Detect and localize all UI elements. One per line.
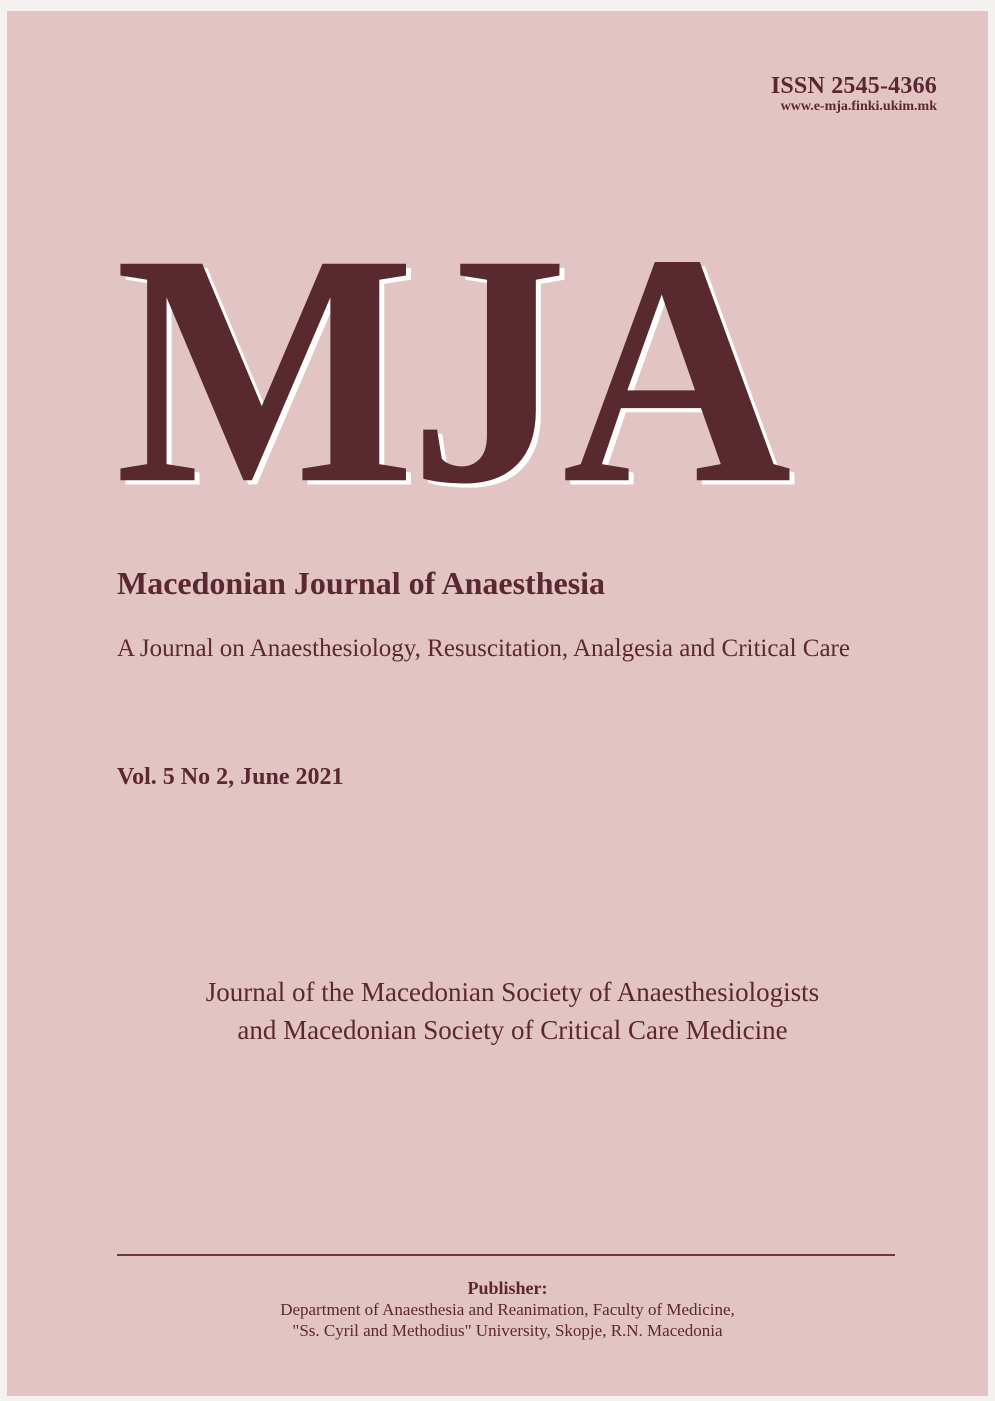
society-statement xyxy=(7,973,988,1049)
journal-title: Macedonian Journal of Anaesthesia xyxy=(117,565,606,601)
journal-subtitle: A Journal on Anaesthesiology, Resuscitation, Analgesia and Critical Care xyxy=(117,635,850,662)
issn-number: ISSN 2545-4366 xyxy=(770,73,937,99)
journal-website: www.e-mja.finki.ukim.mk xyxy=(780,99,937,114)
publisher-label: Publisher: xyxy=(467,1278,548,1298)
journal-cover xyxy=(7,11,988,1396)
divider-rule xyxy=(117,1254,895,1256)
issue-volume: Vol. 5 No 2, June 2021 xyxy=(117,764,344,790)
publisher-block xyxy=(7,1278,988,1341)
society-line-1: Journal of the Macedonian Society of Anaesthesiologists xyxy=(205,977,820,1007)
issn-block xyxy=(771,73,937,115)
publisher-line-2: "Ss. Cyril and Methodius" University, Skopje, R.N. Macedonia xyxy=(292,1321,723,1340)
society-line-2: and Macedonian Society of Critical Care Medicine xyxy=(237,1015,788,1045)
publisher-line-1: Department of Anaesthesia and Reanimation, Faculty of Medicine, xyxy=(280,1300,735,1319)
journal-logo: MJA xyxy=(115,185,786,553)
